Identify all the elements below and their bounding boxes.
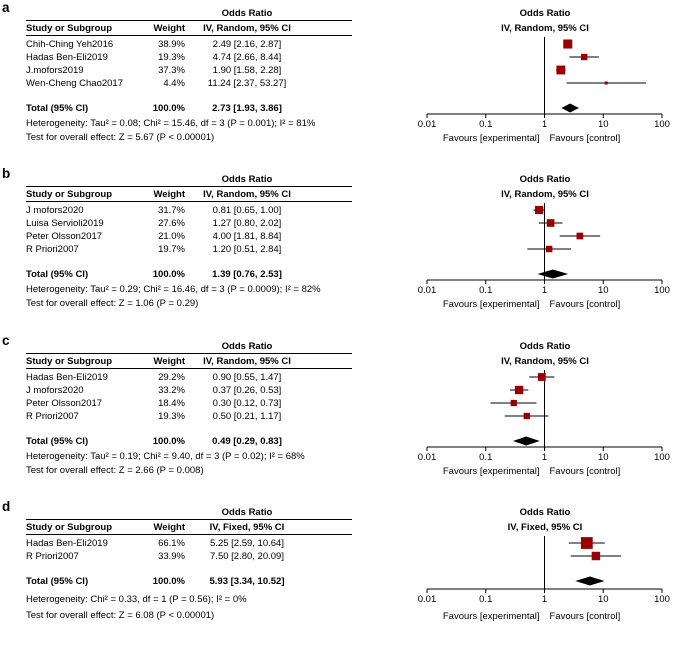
x-tick-label: 1	[541, 119, 548, 130]
effect-square	[546, 246, 552, 252]
study-name: Luisa Servioli2019	[26, 218, 104, 229]
plot-method-label: IV, Random, 95% CI	[501, 356, 589, 367]
effect-square	[538, 373, 546, 381]
col-header-study: Study or Subgroup	[26, 356, 113, 367]
x-tick-label: 10	[597, 594, 609, 605]
study-estimate: 7.50 [2.80, 20.09]	[210, 551, 284, 562]
study-weight: 31.7%	[158, 205, 185, 216]
study-estimate: 1.20 [0.51, 2.84]	[212, 244, 282, 255]
heterogeneity-text: Heterogeneity: Tau² = 0.08; Chi² = 15.46, df = 3 (P = 0.001); I² = 81%	[26, 118, 316, 129]
favours-right-label: Favours [control]	[549, 611, 621, 622]
study-estimate: 11.24 [2.37, 53.27]	[207, 78, 287, 89]
col-header-ci: IV, Fixed, 95% CI	[209, 522, 285, 533]
col-header-weight: Weight	[153, 522, 185, 533]
study-name: R Priori2007	[26, 551, 79, 562]
favours-right-label: Favours [control]	[549, 133, 621, 144]
col-header-study: Study or Subgroup	[26, 522, 113, 533]
forest-plot-graph	[378, 333, 685, 499]
overall-effect-text: Test for overall effect: Z = 1.06 (P = 0.29)	[26, 298, 199, 309]
study-weight: 38.9%	[158, 39, 185, 50]
panel-label: c	[2, 333, 10, 348]
study-name: J mofors2020	[26, 205, 84, 216]
study-name: Hadas Ben-Eli2019	[26, 372, 108, 383]
study-estimate: 0.81 [0.65, 1.00]	[212, 205, 282, 216]
study-name: Hadas Ben-Eli2019	[26, 52, 108, 63]
panel-label: b	[2, 166, 11, 181]
total-label: Total (95% CI)	[26, 436, 89, 447]
heterogeneity-text: Heterogeneity: Chi² = 0.33, df = 1 (P = 0.56); I² = 0%	[26, 594, 247, 605]
total-weight: 100.0%	[152, 269, 185, 280]
study-weight: 33.9%	[158, 551, 185, 562]
study-name: R Priori2007	[26, 244, 79, 255]
forest-panel-c	[0, 333, 685, 499]
overall-effect-text: Test for overall effect: Z = 6.08 (P < 0.00001)	[26, 610, 215, 621]
x-tick-label: 10	[597, 452, 609, 463]
plot-effect-title: Odds Ratio	[519, 174, 571, 185]
study-name: Chih-Ching Yeh2016	[26, 39, 114, 50]
total-weight: 100.0%	[152, 103, 185, 114]
effect-square	[535, 206, 543, 214]
favours-left-label: Favours [experimental]	[442, 299, 540, 310]
heterogeneity-text: Heterogeneity: Tau² = 0.19; Chi² = 9.40, df = 3 (P = 0.02); I² = 68%	[26, 451, 305, 462]
study-name: R Priori2007	[26, 411, 79, 422]
study-name: Peter Olsson2017	[26, 231, 103, 242]
table-effect-title: Odds Ratio	[221, 341, 273, 352]
col-header-ci: IV, Random, 95% CI	[203, 189, 291, 200]
study-weight: 21.0%	[158, 231, 185, 242]
x-tick-label: 0.1	[479, 594, 493, 605]
x-tick-label: 0.01	[417, 452, 437, 463]
total-weight: 100.0%	[152, 436, 185, 447]
x-tick-label: 100	[654, 285, 670, 296]
favours-left-label: Favours [experimental]	[442, 611, 540, 622]
x-tick-label: 1	[541, 285, 548, 296]
effect-square	[515, 386, 523, 394]
total-estimate: 1.39 [0.76, 2.53]	[212, 269, 282, 280]
effect-square	[577, 233, 584, 240]
forest-plot-graph	[378, 499, 685, 665]
total-diamond	[575, 577, 604, 586]
study-estimate: 0.37 [0.26, 0.53]	[212, 385, 282, 396]
x-tick-label: 0.1	[479, 119, 493, 130]
table-effect-title: Odds Ratio	[221, 507, 273, 518]
panel-label: a	[2, 0, 10, 15]
col-header-weight: Weight	[153, 356, 185, 367]
study-estimate: 1.90 [1.58, 2.28]	[212, 65, 282, 76]
study-estimate: 0.30 [0.12, 0.73]	[212, 398, 282, 409]
x-tick-label: 0.1	[479, 285, 493, 296]
col-header-study: Study or Subgroup	[26, 23, 113, 34]
overall-effect-text: Test for overall effect: Z = 2.66 (P = 0.008)	[26, 465, 204, 476]
effect-square	[563, 39, 572, 48]
study-weight: 27.6%	[158, 218, 185, 229]
panel-label: d	[2, 499, 11, 514]
x-tick-label: 100	[654, 594, 670, 605]
study-name: Wen-Cheng Chao2017	[26, 78, 124, 89]
x-tick-label: 0.01	[417, 119, 437, 130]
study-estimate: 4.74 [2.66, 8.44]	[212, 52, 282, 63]
heterogeneity-text: Heterogeneity: Tau² = 0.29; Chi² = 16.46, df = 3 (P = 0.0009); I² = 82%	[26, 284, 321, 295]
total-diamond	[513, 437, 540, 446]
effect-square	[581, 54, 587, 60]
forest-plot-graph	[378, 166, 685, 332]
study-weight: 4.4%	[163, 78, 185, 89]
table-effect-title: Odds Ratio	[221, 174, 273, 185]
plot-method-label: IV, Fixed, 95% CI	[507, 522, 583, 533]
study-name: J mofors2020	[26, 385, 84, 396]
study-name: Hadas Ben-Eli2019	[26, 538, 108, 549]
total-weight: 100.0%	[152, 576, 185, 587]
forest-panel-b	[0, 166, 685, 332]
x-tick-label: 10	[597, 119, 609, 130]
study-weight: 18.4%	[158, 398, 185, 409]
effect-square	[592, 552, 600, 560]
forest-plot-graph	[378, 0, 685, 166]
effect-square	[511, 400, 517, 406]
study-weight: 19.3%	[158, 52, 185, 63]
study-estimate: 1.27 [0.80, 2.02]	[212, 218, 282, 229]
x-tick-label: 100	[654, 452, 670, 463]
col-header-weight: Weight	[153, 189, 185, 200]
plot-effect-title: Odds Ratio	[519, 507, 571, 518]
forest-panel-a	[0, 0, 685, 166]
study-weight: 33.2%	[158, 385, 185, 396]
study-estimate: 4.00 [1.81, 8.84]	[212, 231, 282, 242]
col-header-ci: IV, Random, 95% CI	[203, 356, 291, 367]
effect-square	[547, 219, 555, 227]
favours-left-label: Favours [experimental]	[442, 133, 540, 144]
col-header-study: Study or Subgroup	[26, 189, 113, 200]
effect-square	[581, 537, 593, 549]
total-label: Total (95% CI)	[26, 269, 89, 280]
study-weight: 19.3%	[158, 411, 185, 422]
x-tick-label: 1	[541, 452, 548, 463]
total-estimate: 5.93 [3.34, 10.52]	[209, 576, 285, 587]
favours-right-label: Favours [control]	[549, 466, 621, 477]
study-weight: 37.3%	[158, 65, 185, 76]
study-estimate: 5.25 [2.59, 10.64]	[210, 538, 284, 549]
plot-method-label: IV, Random, 95% CI	[501, 189, 589, 200]
study-weight: 66.1%	[158, 538, 185, 549]
effect-square	[556, 66, 565, 75]
total-diamond	[561, 104, 579, 113]
x-tick-label: 1	[541, 594, 548, 605]
overall-effect-text: Test for overall effect: Z = 5.67 (P < 0.00001)	[26, 132, 215, 143]
col-header-ci: IV, Random, 95% CI	[203, 23, 291, 34]
table-effect-title: Odds Ratio	[221, 8, 273, 19]
plot-method-label: IV, Random, 95% CI	[501, 23, 589, 34]
favours-left-label: Favours [experimental]	[442, 466, 540, 477]
plot-effect-title: Odds Ratio	[519, 341, 571, 352]
study-estimate: 0.50 [0.21, 1.17]	[212, 411, 282, 422]
study-weight: 19.7%	[158, 244, 185, 255]
total-label: Total (95% CI)	[26, 576, 89, 587]
forest-panel-d	[0, 499, 685, 665]
study-weight: 29.2%	[158, 372, 185, 383]
x-tick-label: 10	[597, 285, 609, 296]
study-estimate: 0.90 [0.55, 1.47]	[212, 372, 282, 383]
effect-square	[605, 81, 608, 84]
x-tick-label: 0.1	[479, 452, 493, 463]
effect-square	[524, 413, 530, 419]
total-diamond	[537, 270, 568, 279]
x-tick-label: 0.01	[417, 594, 437, 605]
col-header-weight: Weight	[153, 23, 185, 34]
x-tick-label: 100	[654, 119, 670, 130]
plot-effect-title: Odds Ratio	[519, 8, 571, 19]
total-estimate: 0.49 [0.29, 0.83]	[212, 436, 282, 447]
total-label: Total (95% CI)	[26, 103, 89, 114]
favours-right-label: Favours [control]	[549, 299, 621, 310]
study-name: J.mofors2019	[26, 65, 84, 76]
study-name: Peter Olsson2017	[26, 398, 103, 409]
total-estimate: 2.73 [1.93, 3.86]	[212, 103, 282, 114]
x-tick-label: 0.01	[417, 285, 437, 296]
study-estimate: 2.49 [2.16, 2.87]	[212, 39, 282, 50]
